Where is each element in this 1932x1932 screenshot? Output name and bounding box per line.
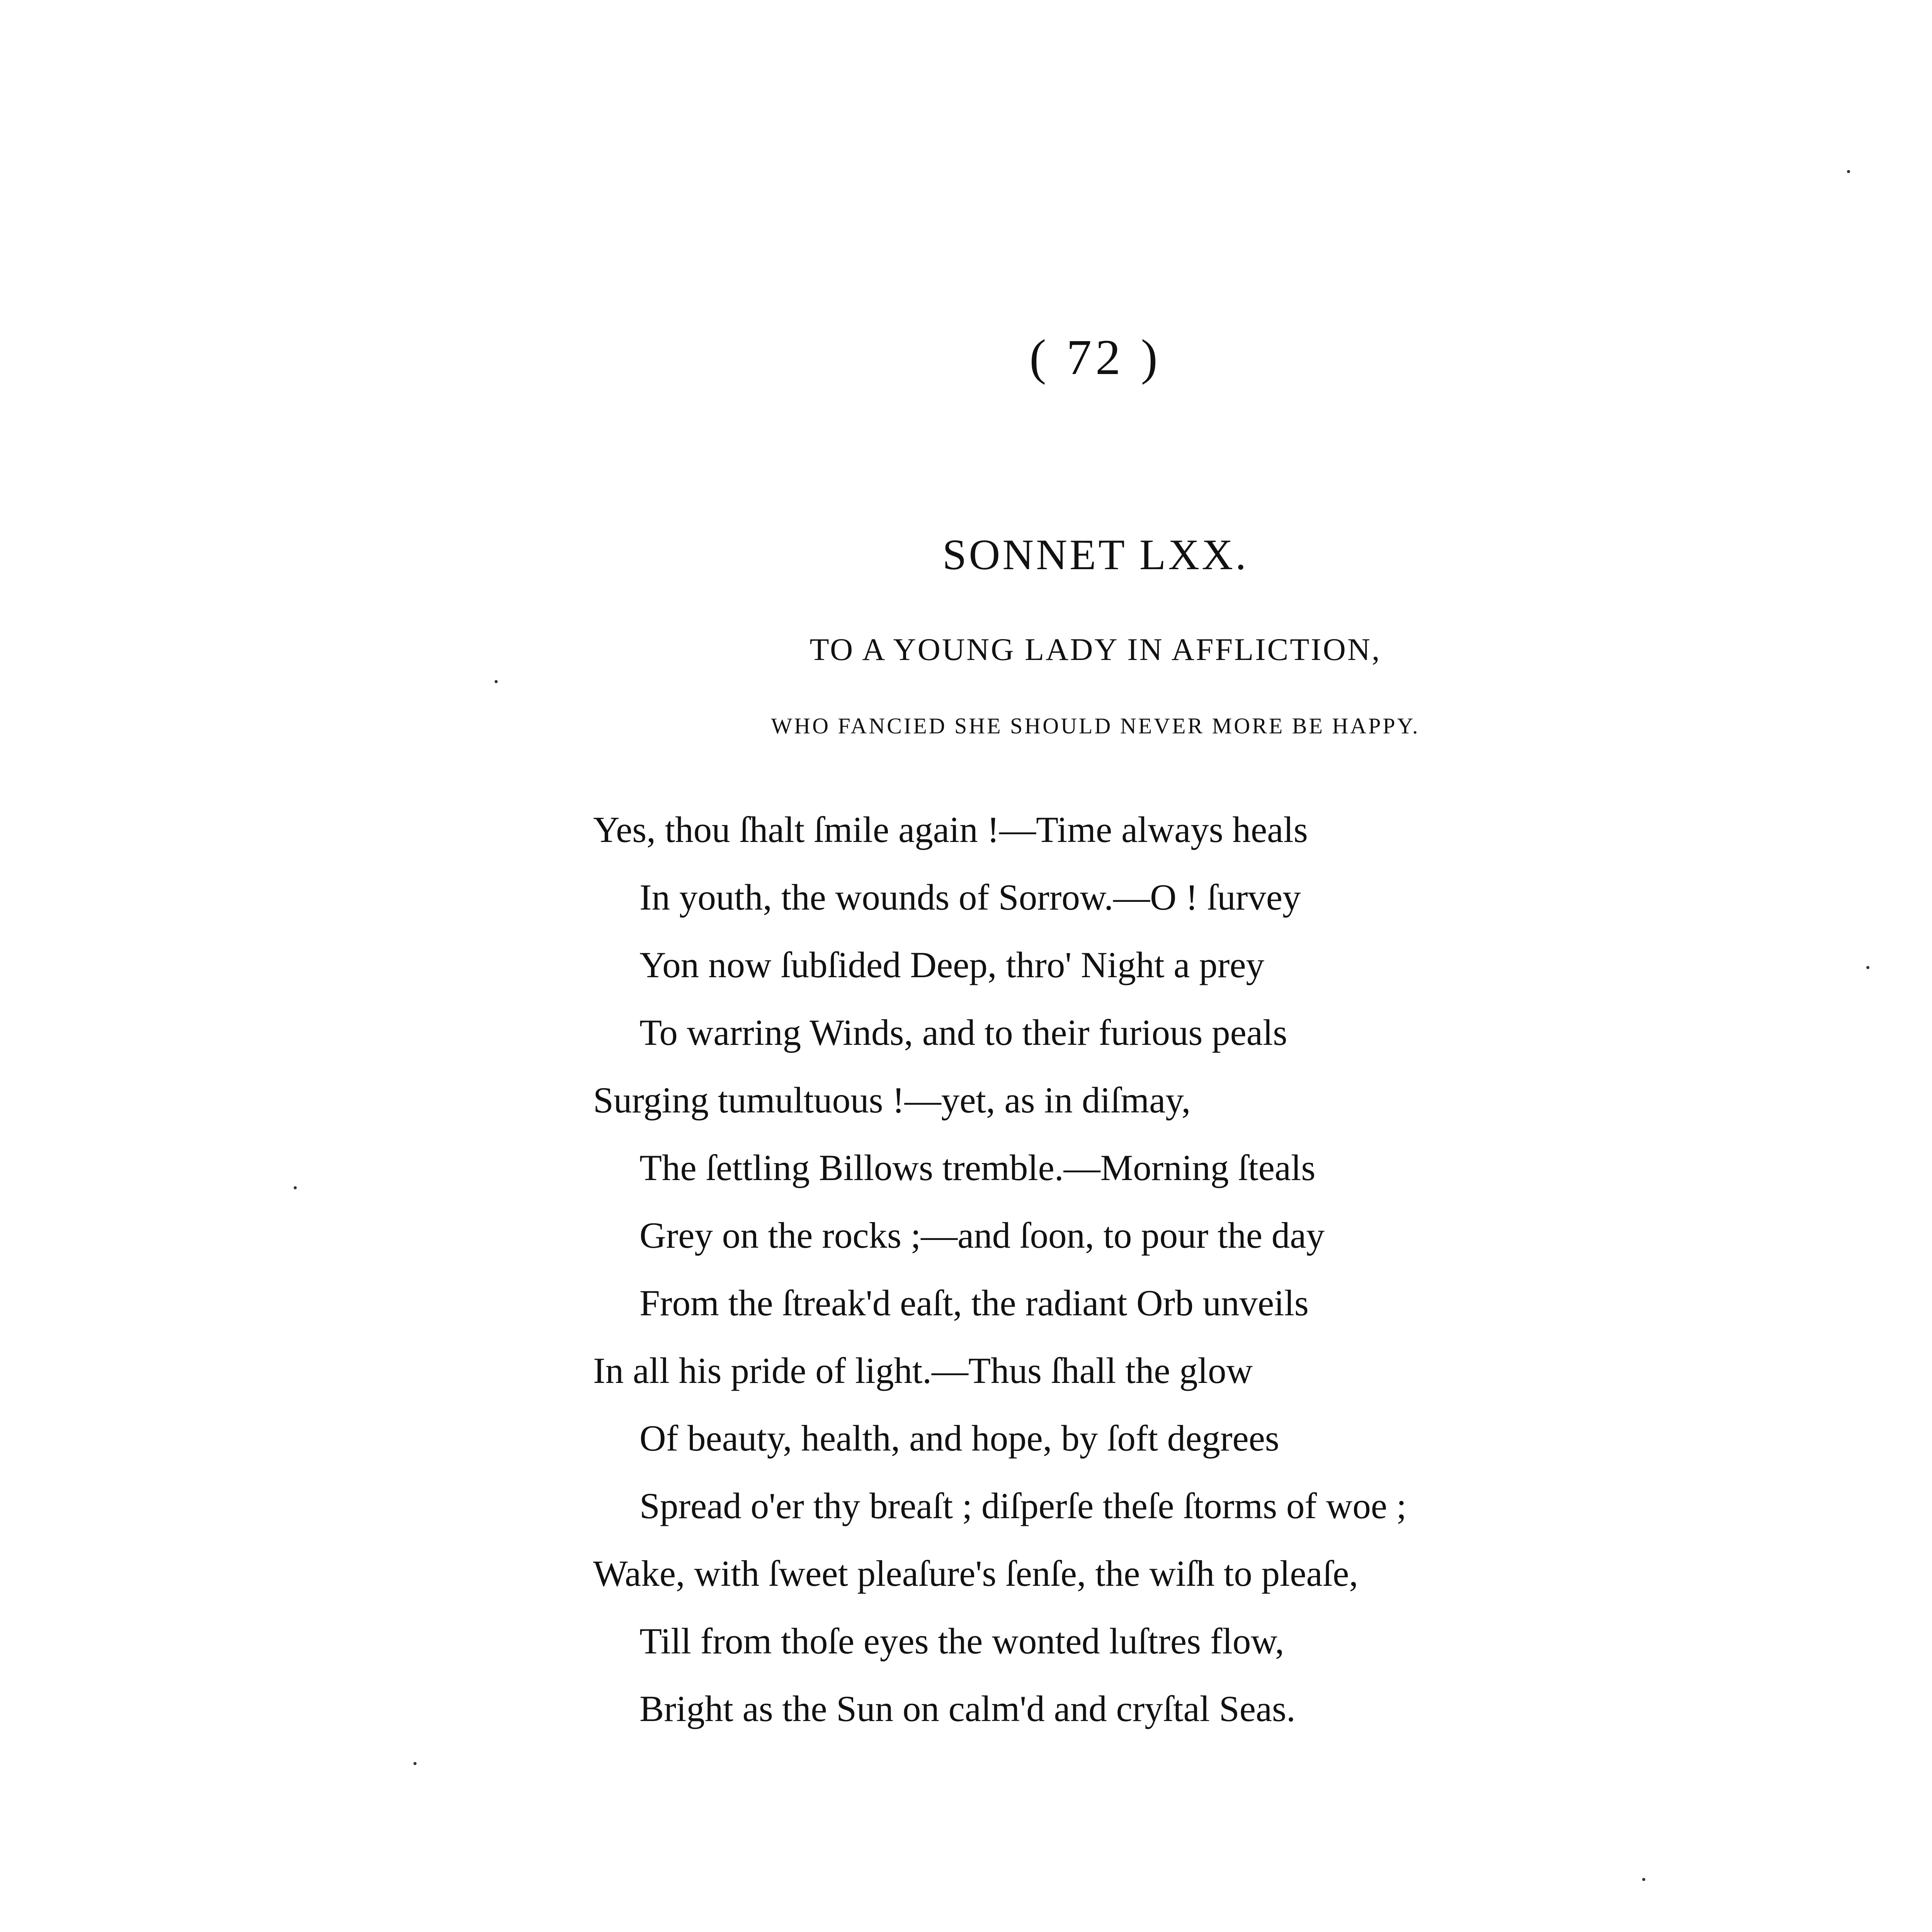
poem-line: Till from thoſe eyes the wonted luſtres flow, <box>639 1621 1284 1662</box>
paper-speck <box>413 1762 417 1765</box>
poem-line: Of beauty, health, and hope, by ſoft degrees <box>639 1418 1279 1459</box>
sonnet-dedication-detail: WHO FANCIED SHE SHOULD NEVER MORE BE HAPPY. <box>771 713 1420 738</box>
poem-body <box>593 796 1675 1743</box>
poem-line: Grey on the rocks ;—and ſoon, to pour the day <box>639 1215 1325 1256</box>
paper-speck <box>294 1186 297 1189</box>
paper-speck <box>1642 1878 1645 1881</box>
paper-speck <box>495 680 498 683</box>
sonnet-title: SONNET LXX. <box>942 531 1248 579</box>
poem-line: To warring Winds, and to their furious peals <box>639 1012 1287 1053</box>
poem-line: In all his pride of light.—Thus ſhall the glow <box>593 1350 1253 1391</box>
poem-line: Yes, thou ſhalt ſmile again !—Time always heals <box>593 809 1308 850</box>
poem-line: Wake, with ſweet pleaſure's ſenſe, the wiſh to pleaſe, <box>593 1553 1359 1594</box>
poem-line: Surging tumultuous !—yet, as in diſmay, <box>593 1080 1191 1121</box>
paper-speck <box>1866 966 1869 969</box>
poem-line: Yon now ſubſided Deep, thro' Night a prey <box>639 944 1264 985</box>
poem-line: From the ſtreak'd eaſt, the radiant Orb unveils <box>639 1282 1309 1323</box>
sonnet-dedication: TO A YOUNG LADY IN AFFLICTION, <box>810 632 1381 667</box>
poem-line: The ſettling Billows tremble.—Morning ſteals <box>639 1147 1316 1188</box>
poem-line: In youth, the wounds of Sorrow.—O ! ſurvey <box>639 877 1301 918</box>
poem-line: Bright as the Sun on calm'd and cryſtal Seas. <box>639 1688 1296 1729</box>
page-number: ( 72 ) <box>1029 330 1162 385</box>
poem-line: Spread o'er thy breaſt ; diſperſe theſe ſtorms of woe ; <box>639 1485 1407 1526</box>
paper-speck <box>1847 170 1850 173</box>
